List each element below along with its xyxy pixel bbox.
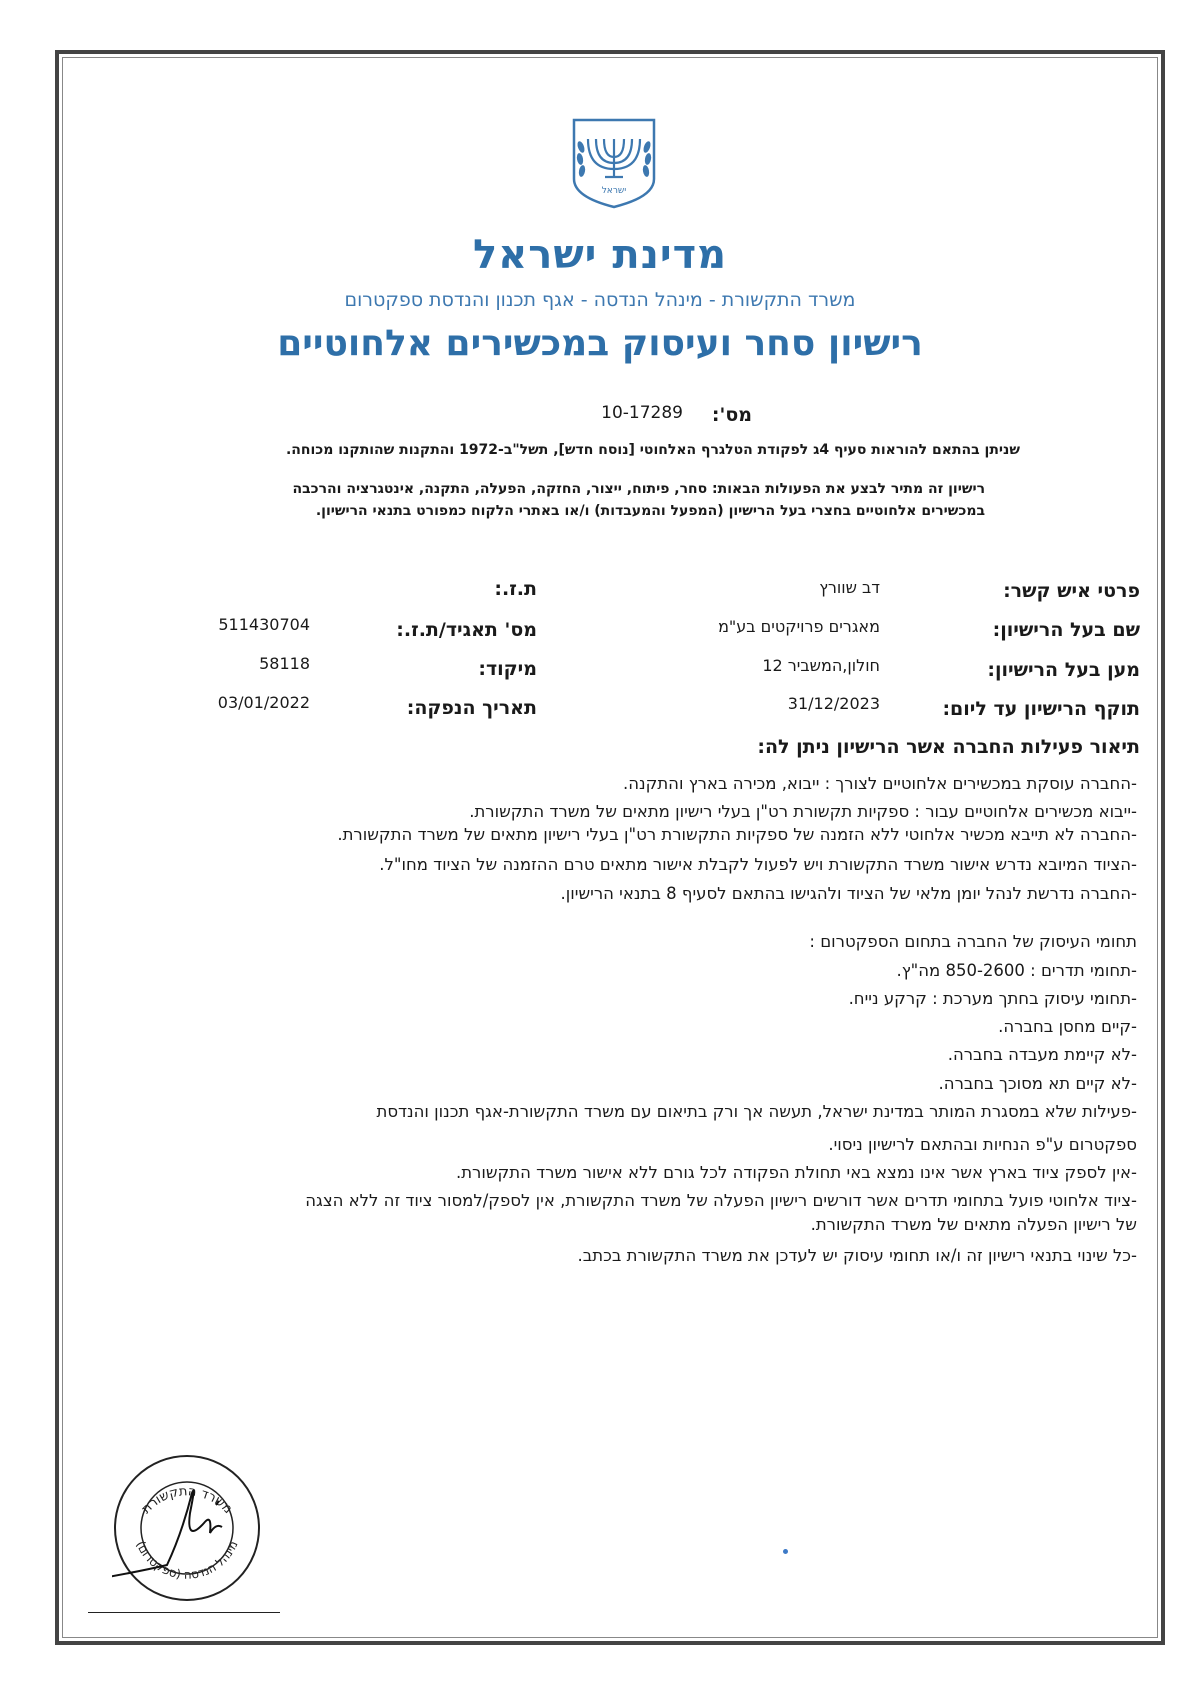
license-number-label: מס': bbox=[711, 404, 752, 426]
spectrum-line: -פעילות שלא במסגרת המותר במדינת ישראל, תעשה אך ורק בתיאום עם משרד התקשורת-אגף תכנון והנדסת bbox=[376, 1102, 1137, 1121]
license-number-value: 10-17289 bbox=[601, 403, 683, 423]
holder-name-value: מאגרים פרויקטים בע"מ bbox=[718, 617, 880, 636]
activity-title: תיאור פעילות החברה אשר הרישיון ניתן לה: bbox=[757, 736, 1140, 758]
spectrum-line: -כל שינוי בתנאי רישיון זה ו/או תחומי עיסוק יש לעדכן את משרד התקשורת בכתב. bbox=[577, 1246, 1137, 1265]
spectrum-line: -קיים מחסן בחברה. bbox=[998, 1017, 1137, 1036]
valid-until-label: תוקף הרישיון עד ליום: bbox=[942, 698, 1140, 720]
scope-line: רישיון זה מתיר לבצע את הפעולות הבאות: סחר, פיתוח, ייצור, החזקה, הפעלה, התקנה, אינטגרציה והרכבה bbox=[292, 481, 985, 497]
issue-date-label: תאריך הנפקה: bbox=[406, 697, 537, 719]
corp-id-value: 511430704 bbox=[218, 615, 310, 634]
activity-line: -ייבוא מכשירים אלחוטיים עבור : ספקיות תקשורת רט"ן בעלי רישיון מתאים של משרד התקשורת. bbox=[469, 802, 1137, 821]
id-label: ת.ז.: bbox=[494, 578, 537, 600]
spectrum-line: -ציוד אלחוטי פועל בתחומי תדרים אשר דורשים רישיון הפעלה של משרד התקשורת, אין לספק/למסור ציוד זה ללא הצגה bbox=[305, 1191, 1137, 1210]
zip-value: 58118 bbox=[259, 654, 310, 673]
spectrum-line: של רישיון הפעלה מתאים של משרד התקשורת. bbox=[810, 1215, 1137, 1234]
emblem-text: ישראל bbox=[601, 186, 627, 196]
spectrum-line: -לא קיימת מעבדה בחברה. bbox=[947, 1045, 1137, 1064]
contact-label: פרטי איש קשר: bbox=[1003, 580, 1140, 602]
license-scope bbox=[185, 478, 985, 522]
corp-id-label: מס' תאגיד/ת.ז.: bbox=[396, 619, 537, 641]
activity-line: -החברה לא תייבא מכשיר אלחוטי ללא הזמנה של ספקיות התקשורת רט"ן בעלי רישיון מתאים של משרד התקשורת. bbox=[337, 825, 1137, 844]
stamp-top-text: משרד התקשורת bbox=[138, 1484, 236, 1517]
state-heading: מדינת ישראל bbox=[472, 232, 728, 278]
issue-date-value: 03/01/2022 bbox=[217, 693, 310, 712]
ministry-subheading: משרד התקשורת - מינהל הנדסה - אגף תכנון והנדסת ספקטרום bbox=[344, 289, 856, 311]
spectrum-line: -אין לספק ציוד בארץ אשר אינו נמצא באי תחולת הפקודה לכל גורם ללא אישור משרד התקשורת. bbox=[455, 1163, 1137, 1182]
ministry-stamp-icon bbox=[112, 1453, 262, 1603]
activity-line: -הציוד המיובא נדרש אישור משרד התקשורת ויש לפעול לקבלת אישור מתאים טרם ההזמנה של הציוד מחו"ל. bbox=[379, 855, 1137, 874]
scope-line: במכשירים אלחוטיים בחצרי בעל הרישיון (המפעל והמעבדות) ו/או באתרי הלקוח כמפורט בתנאי הרישיון. bbox=[315, 503, 985, 519]
spectrum-title: תחומי העיסוק של החברה בתחום הספקטרום : bbox=[809, 932, 1137, 951]
activity-line: -החברה נדרשת לנהל יומן מלאי של הציוד ולהגישו בהתאם לסעיף 8 בתנאי הרישיון. bbox=[560, 884, 1137, 903]
valid-until-value: 31/12/2023 bbox=[787, 694, 880, 713]
signature-line bbox=[88, 1612, 280, 1613]
holder-name-label: שם בעל הרישיון: bbox=[992, 619, 1140, 641]
spectrum-line: ספקטרום ע"פ הנחיות ובהתאם לרישיון ניסוי. bbox=[828, 1135, 1137, 1154]
spectrum-line: -לא קיים תא מסוכך בחברה. bbox=[938, 1074, 1137, 1093]
legal-basis: שניתן בהתאם להוראות סעיף 4ג לפקודת הטלגרף האלחוטי [נוסח חדש], תשל"ב-1972 והתקנות שהותקנו מכוחה. bbox=[285, 442, 1020, 458]
spectrum-line: -תחומי עיסוק בחתך מערכת : קרקע נייח. bbox=[848, 989, 1137, 1008]
svg-text:מינהל הנדסה (ספקטרום) bbox=[133, 1539, 240, 1582]
license-title: רישיון סחר ועיסוק במכשירים אלחוטיים bbox=[277, 323, 923, 364]
ink-speck bbox=[783, 1549, 788, 1554]
address-label: מען בעל הרישיון: bbox=[987, 659, 1140, 681]
activity-line: -החברה עוסקת במכשירים אלחוטיים לצורך : ייבוא, מכירה בארץ והתקנה. bbox=[623, 774, 1137, 793]
stamp-bottom-text: מינהל הנדסה (ספקטרום) bbox=[133, 1538, 241, 1582]
spectrum-line: -תחומי תדרים : 850-2600 מה"ץ. bbox=[896, 961, 1137, 980]
zip-label: מיקוד: bbox=[478, 658, 537, 680]
state-emblem-icon bbox=[571, 117, 657, 209]
contact-value: דב שוורץ bbox=[819, 578, 880, 597]
address-value: חולון,המשביר 12 bbox=[762, 656, 880, 675]
